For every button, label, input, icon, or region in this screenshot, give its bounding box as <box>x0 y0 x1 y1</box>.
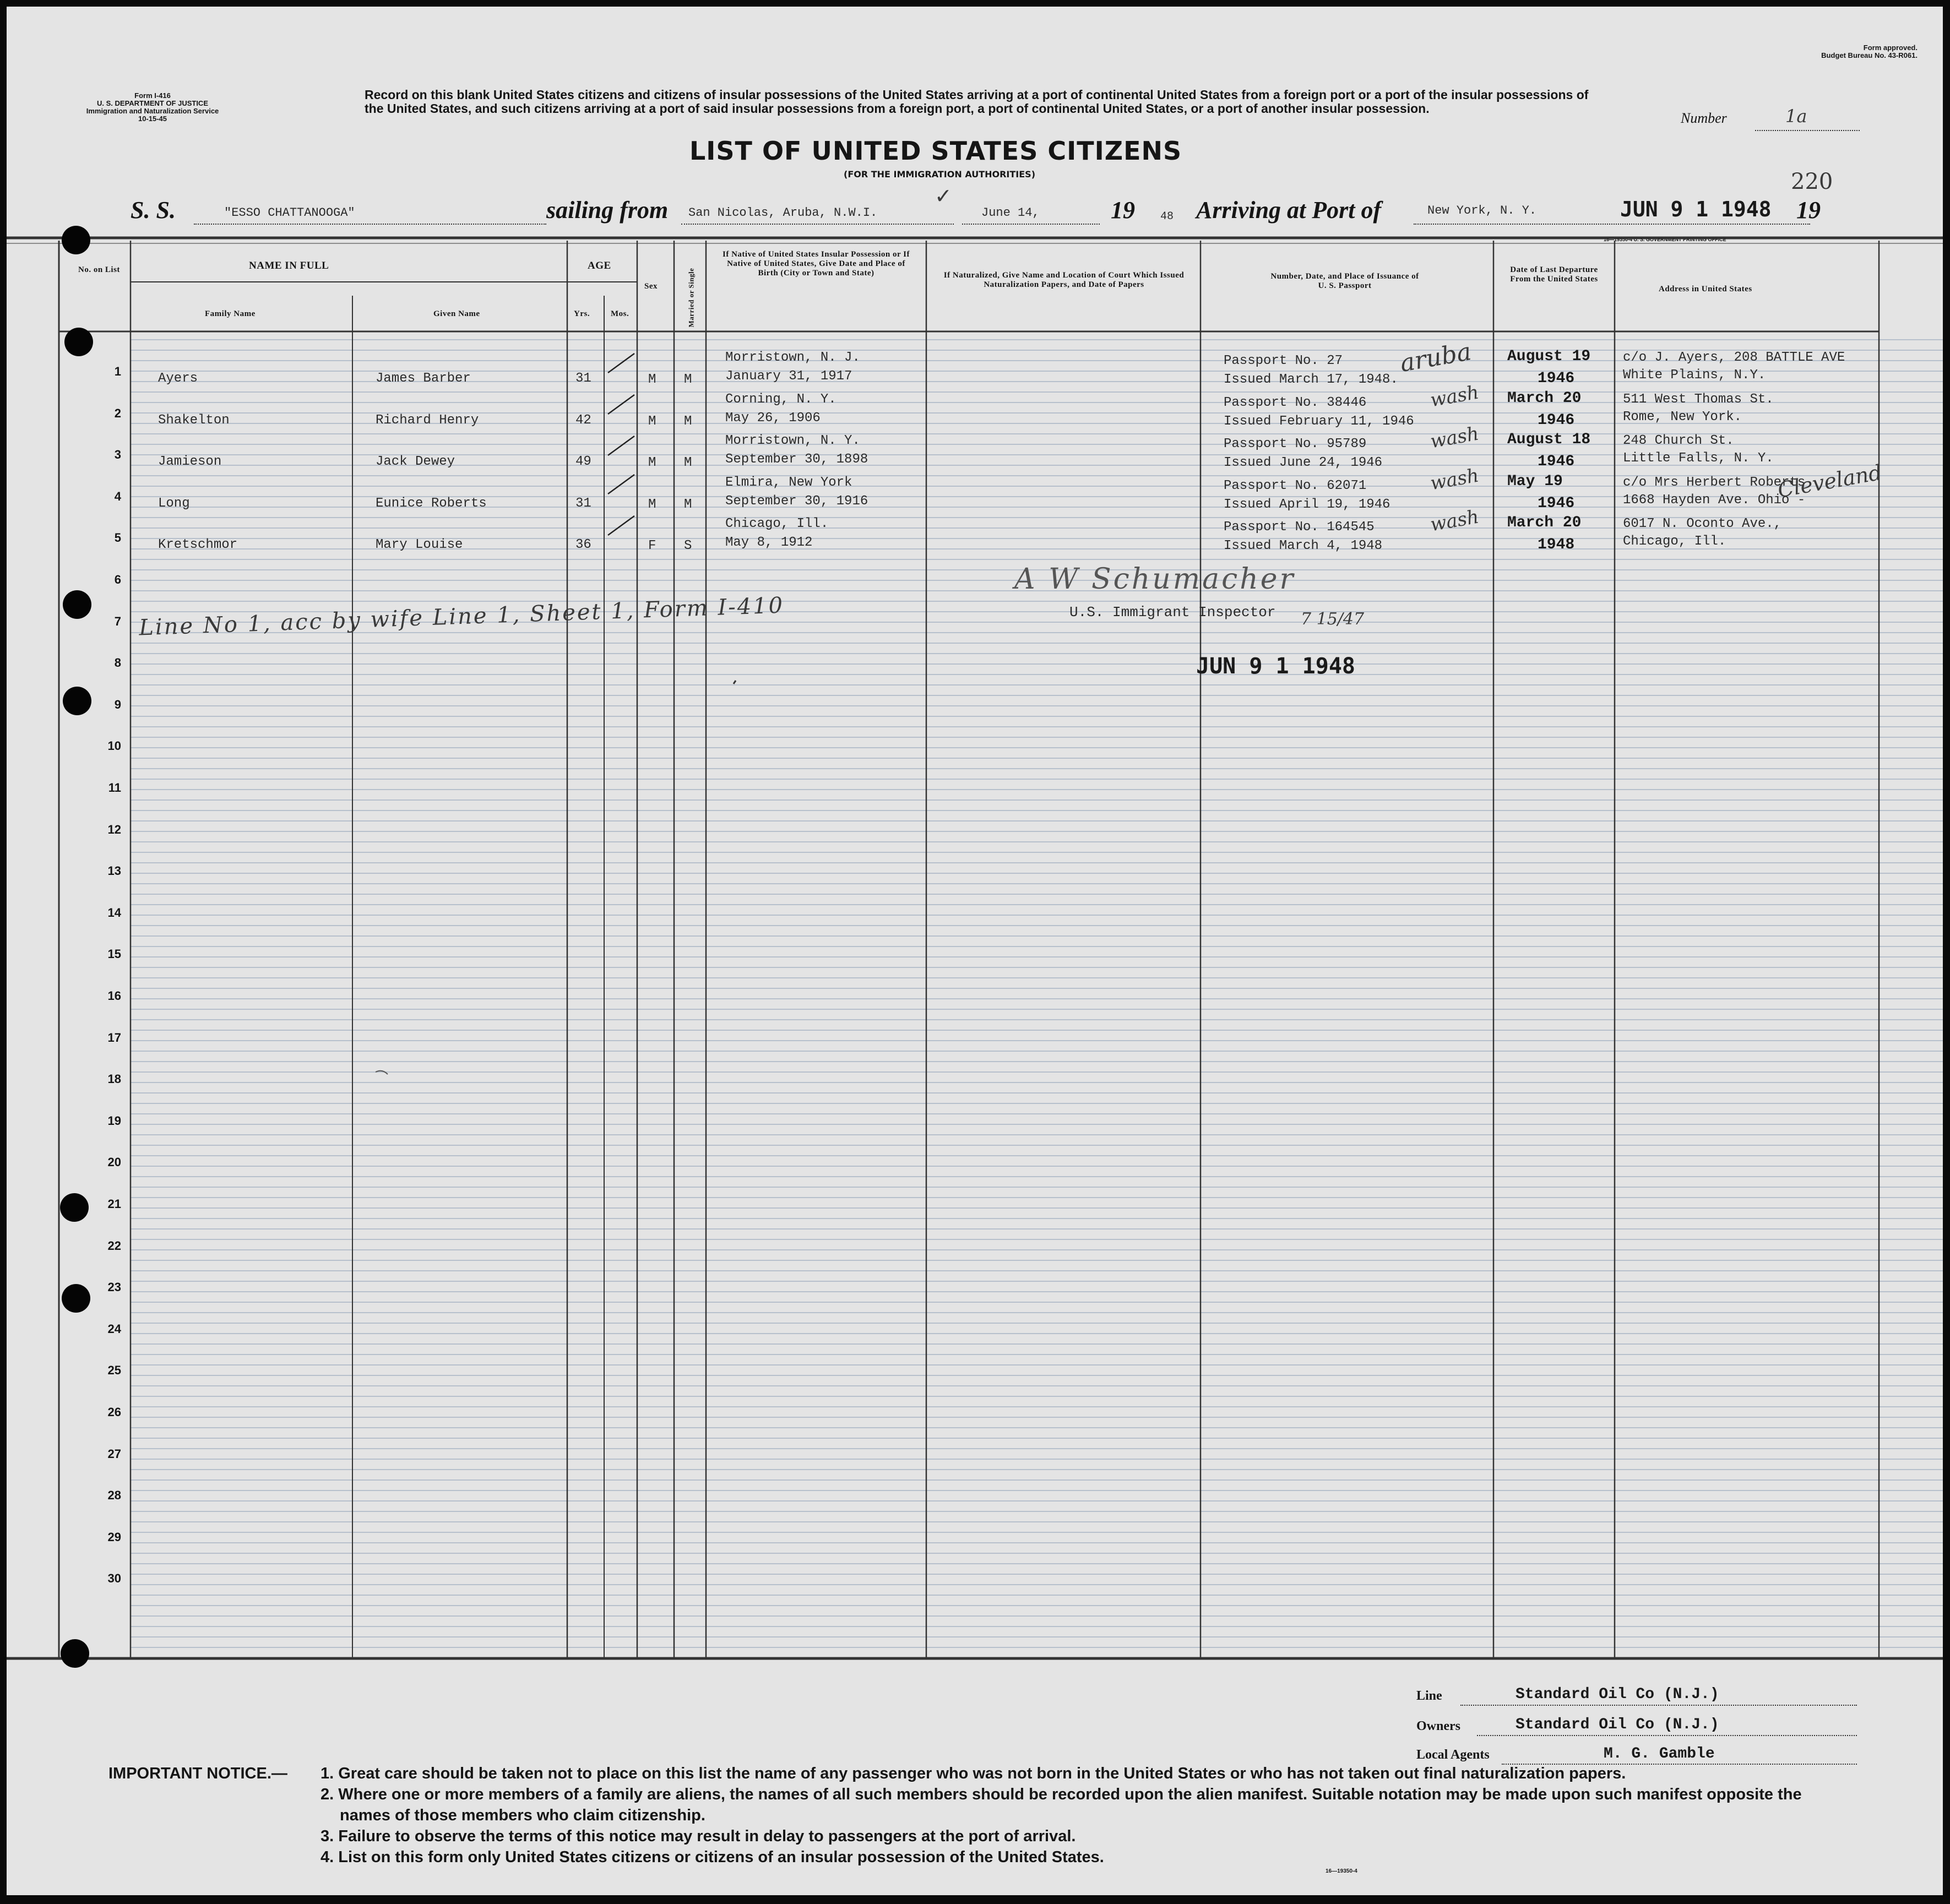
departure-date: March 20 <box>1507 389 1582 407</box>
ship-name: "ESSO CHATTANOOGA" <box>224 206 355 220</box>
sailing-date: June 14, <box>981 206 1040 220</box>
birth-date: January 31, 1917 <box>725 369 852 384</box>
form-date-code: 10-15-45 <box>138 115 167 123</box>
number-value: 1a <box>1785 106 1807 127</box>
passport-issued: Issued June 24, 1946 <box>1224 455 1383 471</box>
birth-date: September 30, 1898 <box>725 452 868 467</box>
passport-issued: Issued April 19, 1946 <box>1224 497 1390 512</box>
family-name: Ayers <box>158 371 198 386</box>
owners-value: Standard Oil Co (N.J.) <box>1516 1716 1719 1733</box>
sex: M <box>648 455 656 471</box>
printer-note: 16—19350-4 U. S. GOVERNMENT PRINTING OFFICE <box>1604 237 1726 242</box>
departure-date: August 19 <box>1507 348 1591 365</box>
given-name: James Barber <box>376 371 471 386</box>
punch-hole <box>63 687 91 715</box>
form-number: Form I-416 <box>134 91 171 100</box>
header-passport: Number, Date, and Place of Issuance of U. S. Passport <box>1270 272 1419 290</box>
arrival-stamp: JUN 9 1 1948 <box>1620 197 1772 221</box>
header-married-single: Married or Single <box>687 268 696 328</box>
row-number: 4 <box>114 489 121 503</box>
row-number: 1 <box>114 365 121 378</box>
age-years: 31 <box>575 371 591 386</box>
number-label: Number <box>1681 110 1727 126</box>
address-line-2: Chicago, Ill. <box>1623 534 1726 550</box>
row-number: 19 <box>107 1113 121 1128</box>
passport-issued: Issued February 11, 1946 <box>1224 414 1414 429</box>
sex: M <box>648 414 656 429</box>
row-number: 28 <box>107 1488 121 1503</box>
handwritten-port-note: wash <box>1428 422 1481 453</box>
form-approved: Form approved. <box>1863 43 1918 52</box>
departure-year: 1946 <box>1538 453 1575 471</box>
row-number: 10 <box>107 739 121 753</box>
header-name-in-full: NAME IN FULL <box>249 260 329 271</box>
passport-number: Passport No. 38446 <box>1224 395 1367 410</box>
row-number: 2 <box>114 406 121 420</box>
sex: F <box>648 538 656 554</box>
line-7-note: Line No 1, acc by wife Line 1, Sheet 1, Form I-410 <box>138 592 785 641</box>
departure-year: 1946 <box>1538 411 1575 429</box>
age-years: 31 <box>575 496 591 511</box>
address-line-1: c/o Mrs Herbert Roberts <box>1623 475 1806 490</box>
marital-status: M <box>684 414 692 429</box>
row-number: 22 <box>107 1238 121 1253</box>
row-number: 7 <box>114 614 121 628</box>
budget-bureau: Budget Bureau No. 43-R061. <box>1821 51 1918 59</box>
address-line-1: 511 West Thomas St. <box>1623 391 1774 407</box>
header-address: Address in United States <box>1659 285 1752 293</box>
punch-hole <box>62 226 90 254</box>
sex: M <box>648 372 656 387</box>
passport-number: Passport No. 62071 <box>1224 478 1367 493</box>
header-yrs: Yrs. <box>574 309 590 318</box>
table-grid <box>7 7 1943 1895</box>
ss-label: S. S. <box>131 197 176 224</box>
row-number: 30 <box>107 1571 121 1586</box>
check-mark: ✓ <box>935 184 952 208</box>
birth-date: September 30, 1916 <box>725 493 868 509</box>
departure-date: August 18 <box>1507 431 1591 449</box>
header-given-name: Given Name <box>433 309 480 318</box>
row-number: 29 <box>107 1530 121 1544</box>
row-number: 26 <box>107 1405 121 1419</box>
address-line-1: 248 Church St. <box>1623 433 1734 449</box>
passport-number: Passport No. 164545 <box>1224 520 1375 535</box>
row-number: 8 <box>114 656 121 670</box>
handwritten-port-note: wash <box>1428 464 1481 495</box>
passport-issued: Issued March 4, 1948 <box>1224 538 1383 554</box>
notice-item: 1. Great care should be taken not to place on this list the name of any passenger who was not born in the United States or who has not taken out final naturalization papers. <box>321 1765 1626 1782</box>
row-number: 18 <box>107 1072 121 1086</box>
passport-number: Passport No. 95789 <box>1224 437 1367 452</box>
arrival-port: New York, N. Y. <box>1427 204 1537 217</box>
family-name: Shakelton <box>158 412 230 428</box>
address-line-2: 1668 Hayden Ave. Ohio - <box>1623 492 1806 508</box>
departure-date: March 20 <box>1507 514 1582 532</box>
cleveland-note: Cleveland <box>1775 460 1884 503</box>
address-line-2: Little Falls, N. Y. <box>1623 451 1774 466</box>
row-number: 14 <box>107 905 121 920</box>
inspector-date: 7 15/47 <box>1301 610 1365 629</box>
birth-place: Chicago, Ill. <box>725 516 829 532</box>
age-years: 49 <box>575 454 591 470</box>
header-mos: Mos. <box>611 309 629 318</box>
row-number: 27 <box>107 1446 121 1461</box>
notice-list <box>321 1763 1840 1868</box>
year-suffix: 48 <box>1160 210 1174 223</box>
inspector-signature: A W Schumacher <box>1014 563 1296 596</box>
address-line-1: c/o J. Ayers, 208 BATTLE AVE <box>1623 350 1845 365</box>
header-age: AGE <box>588 260 611 271</box>
row-number: 3 <box>114 448 121 462</box>
owners-label: Owners <box>1416 1719 1460 1733</box>
marital-status: M <box>684 455 692 471</box>
line-value: Standard Oil Co (N.J.) <box>1516 1686 1719 1703</box>
address-line-2: Rome, New York. <box>1623 409 1742 425</box>
year-prefix: 19 <box>1111 197 1135 224</box>
page-count: 220 <box>1791 169 1833 194</box>
passport-number: Passport No. 27 <box>1224 353 1343 368</box>
sailing-label: sailing from <box>546 197 669 224</box>
given-name: Mary Louise <box>376 537 463 553</box>
important-label: IMPORTANT NOTICE.— <box>108 1765 287 1782</box>
address-line-1: 6017 N. Oconto Ave., <box>1623 516 1782 532</box>
row-number: 15 <box>107 947 121 961</box>
row-number: 21 <box>107 1197 121 1211</box>
printer-code: 16—19350-4 <box>1326 1868 1357 1874</box>
family-name: Jamieson <box>158 454 222 470</box>
header-sex: Sex <box>644 282 658 291</box>
sex: M <box>648 497 656 512</box>
line-label: Line <box>1416 1689 1442 1703</box>
handwritten-port-note: wash <box>1428 381 1481 411</box>
birth-place: Elmira, New York <box>725 475 852 490</box>
handwritten-port-note: aruba <box>1398 338 1474 378</box>
header-family-name: Family Name <box>205 309 256 318</box>
row-number: 25 <box>107 1363 121 1378</box>
header-no-on-list: No. on List <box>78 265 120 274</box>
arrival-year-label: 19 <box>1796 197 1821 224</box>
row-number: 16 <box>107 989 121 1003</box>
page-title: LIST OF UNITED STATES CITIZENS <box>689 136 1182 166</box>
given-name: Richard Henry <box>376 412 479 428</box>
inspector-title: U.S. Immigrant Inspector <box>1069 604 1276 621</box>
manifest-sheet <box>7 7 1943 1895</box>
birth-place: Morristown, N. Y. <box>725 433 860 449</box>
row-number: 13 <box>107 864 121 878</box>
sailing-from: San Nicolas, Aruba, N.W.I. <box>688 206 878 220</box>
department: U. S. DEPARTMENT OF JUSTICE <box>97 99 208 107</box>
row-number: 17 <box>107 1030 121 1045</box>
birth-date: May 8, 1912 <box>725 535 813 551</box>
address-line-2: White Plains, N.Y. <box>1623 368 1766 383</box>
birth-date: May 26, 1906 <box>725 410 821 426</box>
row-number: 6 <box>114 573 121 586</box>
header-naturalized: If Naturalized, Give Name and Location of Court Which Issued Naturalization Papers, and Date of Papers <box>943 271 1185 289</box>
punch-hole <box>61 1639 89 1668</box>
family-name: Kretschmor <box>158 537 238 553</box>
age-years: 36 <box>575 537 591 553</box>
marital-status: S <box>684 538 692 554</box>
passport-issued: Issued March 17, 1948. <box>1224 372 1398 387</box>
service-name: Immigration and Naturalization Service <box>86 107 219 115</box>
row-number: 11 <box>108 781 121 795</box>
age-years: 42 <box>575 412 591 428</box>
intro-text: Record on this blank United States citizens and citizens of insular possessions of the United States arriving at a port of continental United States from a foreign port or a port of the insular possessions of the United States, and such citizens arriving at a port of said insular possessions from a foreign port, a port of continental United States, or a port of another insular possession. <box>365 88 1589 116</box>
punch-hole <box>63 590 91 619</box>
row-number: 5 <box>114 531 121 545</box>
inspection-stamp: JUN 9 1 1948 <box>1196 654 1355 679</box>
departure-year: 1946 <box>1538 494 1575 512</box>
row-number: 12 <box>107 822 121 836</box>
departure-year: 1948 <box>1538 536 1575 554</box>
row-number: 23 <box>107 1280 121 1294</box>
notice-item: 3. Failure to observe the terms of this notice may result in delay to passengers at the port of arrival. <box>321 1827 1076 1845</box>
agents-label: Local Agents <box>1416 1748 1490 1762</box>
row-number: 9 <box>114 697 121 711</box>
arriving-label: Arriving at Port of <box>1196 197 1382 224</box>
marital-status: M <box>684 372 692 387</box>
marital-status: M <box>684 497 692 512</box>
row-number: 20 <box>107 1155 121 1169</box>
header-departure: Date of Last Departure From the United States <box>1510 265 1598 284</box>
punch-hole <box>60 1193 89 1222</box>
given-name: Eunice Roberts <box>376 496 487 511</box>
punch-hole <box>64 328 93 356</box>
punch-hole <box>62 1284 90 1313</box>
agents-value: M. G. Gamble <box>1604 1745 1715 1762</box>
header-native: If Native of United States Insular Possession or If Native of United States, Give Date and Place of Birth (City or Town and State) <box>723 250 910 278</box>
birth-place: Morristown, N. J. <box>725 350 860 365</box>
page-subtitle: (FOR THE IMMIGRATION AUTHORITIES) <box>844 169 1036 179</box>
given-name: Jack Dewey <box>376 454 455 470</box>
handwritten-port-note: wash <box>1428 505 1481 536</box>
row-number: 24 <box>107 1321 121 1336</box>
departure-year: 1946 <box>1538 370 1575 387</box>
notice-item: 4. List on this form only United States citizens or citizens of an insular possession of the United States. <box>321 1848 1104 1866</box>
birth-place: Corning, N. Y. <box>725 391 837 407</box>
family-name: Long <box>158 496 190 511</box>
departure-date: May 19 <box>1507 472 1563 490</box>
notice-item: 2. Where one or more members of a family are aliens, the names of all such members should be recorded upon the alien manifest. Suitable notation may be made upon such manifest opposite the names of those members who claim citizenship. <box>321 1786 1802 1824</box>
